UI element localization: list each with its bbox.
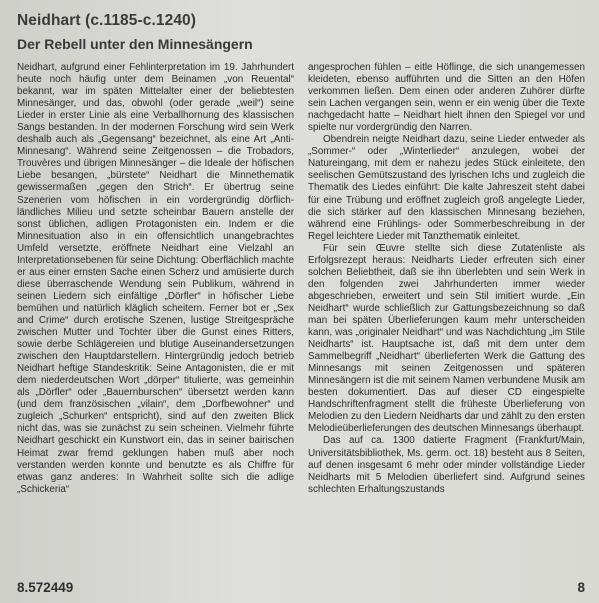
page-number: 8 [577, 580, 585, 595]
article-subtitle: Der Rebell unter den Minnesängern [17, 36, 253, 52]
paragraph: Für sein Œuvre stellte sich diese Zutatenliste als Erfolgsrezept heraus: Neidharts Lieder erfreuten sich einer solchen Beliebtheit, daß sie ihn überlebten und sein Werk in den folgenden zwei Jahrhunderten immer wieder abgeschrieben, erweitert und sein Stil imitiert wurde. „Ein Neidhart“ wurde schließlich zur Gattungsbezeichnung so daß man bei späten Überlieferungen kaum mehr unterscheiden kann, was „originaler Neidhart“ und was Nachdichtung „im Stile Neidharts“ ist. Hauptsache ist, daß mit dem unter dem Sammelbegriff „Neidhart“ überlieferten Werk die Gattung des Minnesangs mit seinen Zeitgenossen und späteren Minnesängern ist die mit seinem Namen verbundene Musik am besten dokumentiert. Das auf dieser CD eingespielte Handschriftenfragment stellt die früheste Überlieferung von Melodien zu den Liedern Neidharts dar und zählt zu den ersten Melodieüberlieferungen des deutschen Minnesangs überhaupt. [308, 242, 585, 435]
left-column [17, 62, 294, 575]
text-columns [17, 62, 585, 575]
paragraph: Das auf ca. 1300 datierte Fragment (Frankfurt/Main, Universitätsbibliothek, Ms. germ. oct. 18) besteht aus 8 Seiten, auf denen insgesamt 6 mehr oder minder vollständige Lieder Neidharts mit 5 Melodien überliefert sind. Aufgrund seines schlechten Erhaltungszustands [308, 435, 585, 495]
page-footer [17, 580, 585, 595]
paragraph: angesprochen fühlen – eitle Höflinge, die sich unangemessen kleideten, ebenso aufführten und die Sitten an den Höfen verkommen ließen. Dem einen oder anderen Zuhörer dürfte sein Lachen vergangen sein, wenn er ein wenig über die Texte nachgedacht hatte – Neidhart hielt ihnen den Spiegel vor und spielte nur vordergründig den Narren. [308, 62, 585, 134]
article-title: Neidhart (c.1185-c.1240) [17, 12, 197, 29]
catalog-number: 8.572449 [17, 580, 74, 595]
paragraph: Neidhart, aufgrund einer Fehlinterpretation im 19. Jahrhundert heute noch häufig unter dem Beinamen „von Reuental“ bekannt, war im späten Mittelalter einer der beliebtesten Minnesänger, und das, obwohl (oder gerade „weil“) seine Lieder in erster Linie als eine Verballhornung des klassischen Sangs bestanden. In der modernen Forschung wird sein Werk deshalb auch als „Gegensang“ bezeichnet, als eine Art „Anti-Minnesang“. Während seine Zeitgenossen – die Trobadors, Trouvères und übrigen Minnesänger – die Ideale der höfischen Liebe besangen, „bürstete“ Neidhart die Minnethematik gewissermaßen „gegen den Strich“. Er übertrug seine Szenerien vom höfischen in ein vordergründig dörflich-ländliches Milieu und setzte scheinbar Bauern anstelle der sonst üblichen, adligen Protagonisten ein. Indem er die Minnesituation also in ein offensichtlich unangebrachtes Umfeld versetzte, eröffnete Neidhart eine Vielzahl an Interpretationsebenen für seine Dichtung: Oberflächlich machte er aus einer ernsten Sache einen Scherz und amüsierte durch diese überraschende Wendung sein Publikum, während in seinen Liedern sich einfältige „Dörfler“ in höfischer Liebe bemühen und natürlich kläglich scheitern. Ferner bot er „Sex and Crime“ durch erotische Szenen, lustige Streitgespräche zwischen Mutter und Tochter über die Gunst eines Ritters, sowie derbe Schlägereien und blutige Auseinandersetzungen zwischen den Hauptdarstellern. Hintergründig jedoch betrieb Neidhart heftige Standeskritik: Seine Antagonisten, die er mit dem niederdeutschen Wort „dörper“ titulierte, was gemeinhin als „Dörfler“ oder „Bauernburschen“ übersetzt werden kann (und dem französischen „vilain“, dem „Dorfbewohner“ und zugleich „Schurken“ entspricht), sind auf den zweiten Blick nicht das, was sie zunächst zu sein scheinen. Vielmehr führte Neidhart geschickt ein Kunstwort ein, das in seiner bairischen Heimat zwar fremd geklungen haben muß aber noch verstanden werden konnte und benutzte es als Chiffre für etwas ganz anderes: In Wahrheit sollte sich die adlige „Schickeria“ [17, 62, 294, 495]
paragraph: Obendrein neigte Neidhart dazu, seine Lieder entweder als „Sommer-“ oder „Winterlieder“ anzulegen, wobei der Natureingang, mit dem er nahezu jedes Stück einleitete, den seelischen Gemütszustand des lyrischen Ichs und zugleich die Thematik des Liedes einführt: Die kalte Jahreszeit steht dabei für eine Trübung und eröffnet zugleich groß angelegte Lieder, die sich stärker auf den klassischen Minnesang beziehen, während eine Frühlings- oder Sommerbeschreibung in der Regel leichtere Lieder mit Tanzthematik einleitet. [308, 134, 585, 242]
right-column [308, 62, 585, 575]
